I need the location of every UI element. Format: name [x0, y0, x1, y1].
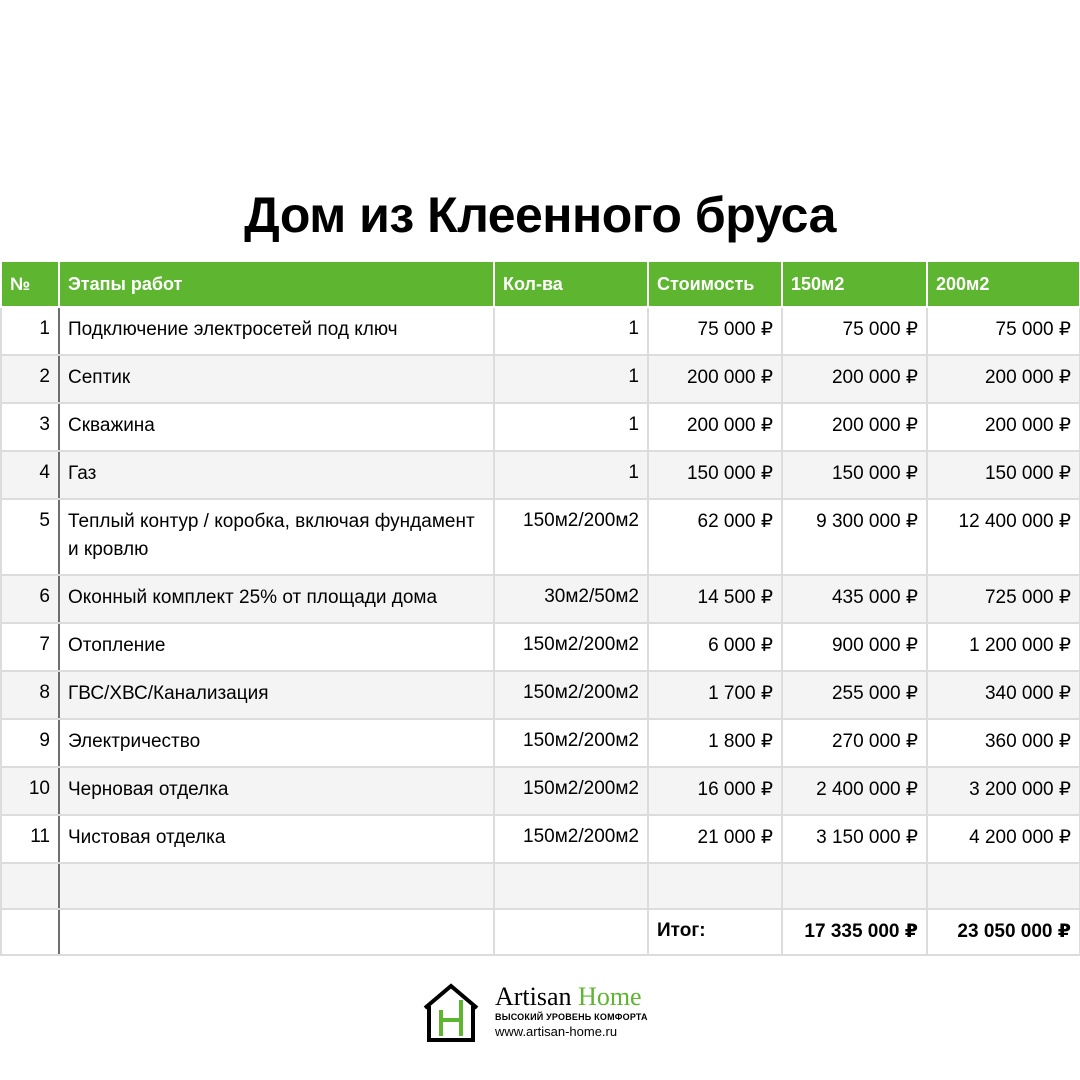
brand-name — [495, 982, 642, 1012]
row-number: 2 — [1, 355, 59, 403]
table-row — [1, 623, 1080, 671]
row-cost: 150 000 ₽ — [648, 451, 782, 499]
empty-cell — [59, 909, 494, 955]
row-cost: 62 000 ₽ — [648, 499, 782, 575]
row-number: 1 — [1, 307, 59, 355]
row-stage — [59, 307, 494, 355]
row-stage — [59, 403, 494, 451]
brand-logo — [421, 982, 661, 1044]
empty-cell — [648, 863, 782, 909]
brand-name-main: Artisan — [495, 982, 572, 1011]
row-quantity: 150м2/200м2 — [494, 499, 648, 575]
table-row — [1, 451, 1080, 499]
row-sum-150m2: 435 000 ₽ — [782, 575, 927, 623]
table-row — [1, 499, 1080, 575]
total-150m2: 17 335 000 ₽ — [782, 909, 927, 955]
table-row — [1, 815, 1080, 863]
row-quantity: 150м2/200м2 — [494, 719, 648, 767]
row-number: 6 — [1, 575, 59, 623]
row-quantity: 1 — [494, 451, 648, 499]
row-quantity: 150м2/200м2 — [494, 671, 648, 719]
row-sum-200m2: 200 000 ₽ — [927, 403, 1080, 451]
row-stage-text: Септик — [68, 367, 131, 388]
row-cost: 14 500 ₽ — [648, 575, 782, 623]
row-number: 8 — [1, 671, 59, 719]
header-stage: Этапы работ — [59, 261, 494, 307]
total-label: Итог: — [648, 909, 782, 955]
table-row — [1, 307, 1080, 355]
row-number: 3 — [1, 403, 59, 451]
row-cost: 1 700 ₽ — [648, 671, 782, 719]
page-title: Дом из Клеенного бруса — [244, 187, 836, 243]
row-number: 5 — [1, 499, 59, 575]
table-header-row — [1, 261, 1080, 307]
empty-cell — [782, 863, 927, 909]
table-row — [1, 575, 1080, 623]
row-sum-200m2: 1 200 000 ₽ — [927, 623, 1080, 671]
row-cost: 21 000 ₽ — [648, 815, 782, 863]
row-quantity: 30м2/50м2 — [494, 575, 648, 623]
row-number: 11 — [1, 815, 59, 863]
row-sum-150m2: 270 000 ₽ — [782, 719, 927, 767]
row-sum-200m2: 340 000 ₽ — [927, 671, 1080, 719]
row-stage-text: Скважина — [68, 415, 155, 436]
house-icon — [421, 982, 481, 1042]
empty-cell — [59, 863, 494, 909]
row-sum-150m2: 900 000 ₽ — [782, 623, 927, 671]
row-stage — [59, 355, 494, 403]
empty-row — [1, 863, 1080, 909]
row-quantity: 1 — [494, 403, 648, 451]
row-stage-text: ГВС/ХВС/Канализация — [68, 683, 269, 704]
row-number: 4 — [1, 451, 59, 499]
row-stage — [59, 671, 494, 719]
row-number: 10 — [1, 767, 59, 815]
brand-tagline: ВЫСОКИЙ УРОВЕНЬ КОМФОРТА — [495, 1012, 648, 1022]
header-number: № — [1, 261, 59, 307]
row-stage-text: Чистовая отделка — [68, 827, 226, 848]
header-200m2: 200м2 — [927, 261, 1080, 307]
row-cost: 6 000 ₽ — [648, 623, 782, 671]
row-sum-150m2: 200 000 ₽ — [782, 355, 927, 403]
row-cost: 1 800 ₽ — [648, 719, 782, 767]
table-row — [1, 767, 1080, 815]
empty-cell — [494, 863, 648, 909]
table-row — [1, 355, 1080, 403]
row-sum-150m2: 75 000 ₽ — [782, 307, 927, 355]
row-cost: 75 000 ₽ — [648, 307, 782, 355]
table-row — [1, 403, 1080, 451]
row-stage — [59, 719, 494, 767]
row-quantity: 1 — [494, 355, 648, 403]
row-stage-text: Газ — [68, 463, 97, 484]
row-sum-150m2: 3 150 000 ₽ — [782, 815, 927, 863]
empty-cell — [1, 909, 59, 955]
row-sum-150m2: 9 300 000 ₽ — [782, 499, 927, 575]
row-stage — [59, 623, 494, 671]
row-sum-150m2: 200 000 ₽ — [782, 403, 927, 451]
row-quantity: 150м2/200м2 — [494, 815, 648, 863]
row-stage — [59, 499, 494, 575]
row-sum-200m2: 360 000 ₽ — [927, 719, 1080, 767]
table-row — [1, 671, 1080, 719]
row-sum-200m2: 725 000 ₽ — [927, 575, 1080, 623]
row-stage-text: Оконный комплект 25% от площади дома — [68, 587, 438, 608]
row-stage — [59, 575, 494, 623]
row-quantity: 1 — [494, 307, 648, 355]
row-sum-200m2: 4 200 000 ₽ — [927, 815, 1080, 863]
row-sum-200m2: 3 200 000 ₽ — [927, 767, 1080, 815]
row-sum-150m2: 2 400 000 ₽ — [782, 767, 927, 815]
total-row — [1, 909, 1080, 955]
row-cost: 200 000 ₽ — [648, 355, 782, 403]
row-number: 7 — [1, 623, 59, 671]
row-stage — [59, 767, 494, 815]
row-sum-150m2: 150 000 ₽ — [782, 451, 927, 499]
empty-cell — [927, 863, 1080, 909]
empty-cell — [494, 909, 648, 955]
row-stage-text: Отопление — [68, 635, 166, 656]
header-150m2: 150м2 — [782, 261, 927, 307]
row-stage — [59, 451, 494, 499]
brand-name-accent: Home — [578, 982, 642, 1011]
row-sum-200m2: 150 000 ₽ — [927, 451, 1080, 499]
row-stage-text: Электричество — [68, 731, 201, 752]
row-stage-text: Черновая отделка — [68, 779, 229, 800]
row-number: 9 — [1, 719, 59, 767]
row-cost: 16 000 ₽ — [648, 767, 782, 815]
row-stage-text: Теплый контур / коробка, включая фундамент и кровлю — [68, 511, 475, 560]
cost-table — [0, 260, 1080, 956]
row-stage — [59, 815, 494, 863]
row-sum-200m2: 12 400 000 ₽ — [927, 499, 1080, 575]
row-sum-200m2: 200 000 ₽ — [927, 355, 1080, 403]
header-cost: Стоимость — [648, 261, 782, 307]
empty-cell — [1, 863, 59, 909]
row-quantity: 150м2/200м2 — [494, 623, 648, 671]
row-sum-200m2: 75 000 ₽ — [927, 307, 1080, 355]
table-row — [1, 719, 1080, 767]
brand-website: www.artisan-home.ru — [495, 1024, 618, 1039]
row-cost: 200 000 ₽ — [648, 403, 782, 451]
header-quantity: Кол-ва — [494, 261, 648, 307]
row-quantity: 150м2/200м2 — [494, 767, 648, 815]
row-sum-150m2: 255 000 ₽ — [782, 671, 927, 719]
total-200m2: 23 050 000 ₽ — [927, 909, 1080, 955]
row-stage-text: Подключение электросетей под ключ — [68, 319, 398, 340]
